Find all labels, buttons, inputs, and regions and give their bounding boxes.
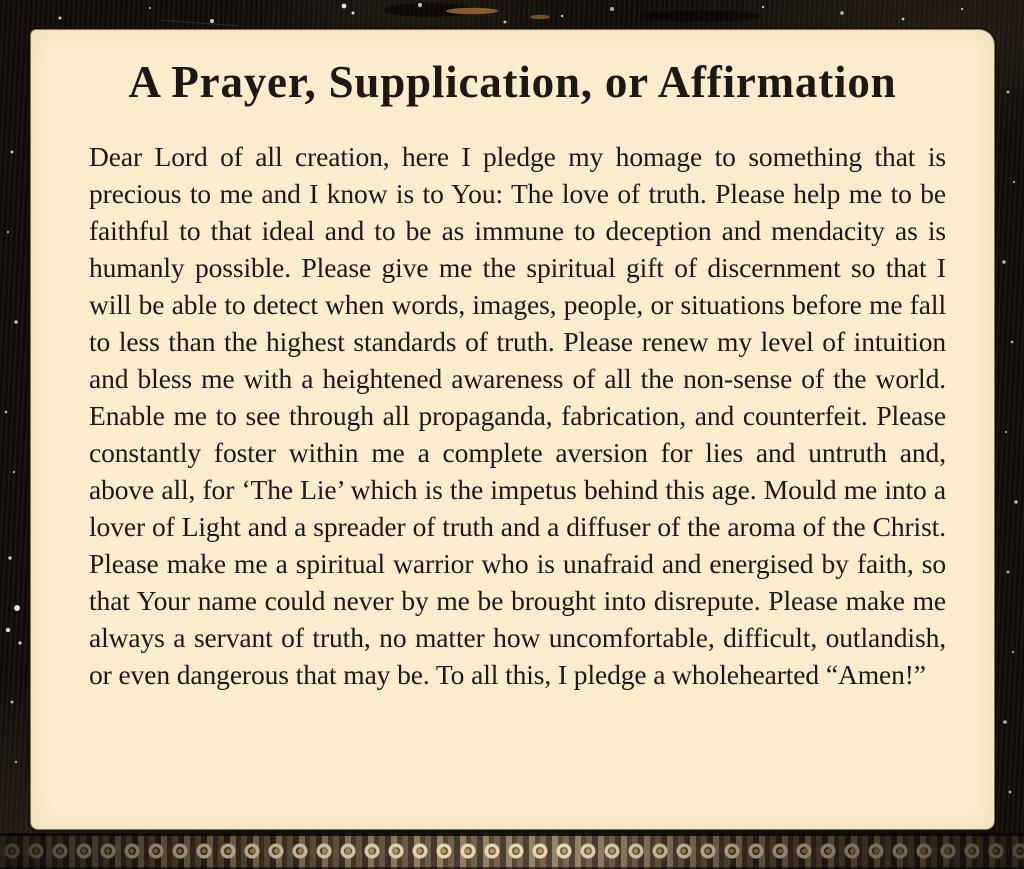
ornate-gilt-band (0, 833, 1024, 869)
prayer-card (30, 29, 995, 830)
page-title: A Prayer, Supplication, or Affirmation (128, 57, 897, 107)
prayer-text: Dear Lord of all creation, here I pledge my homage to something that is precious to me and I know is to You: The love of truth. Please help me to be faithful to that ideal and to be as immune to deception and mendacity as is humanly possible. Please give me the spiritual gift of discernment so that I will be able to detect when words, images, people, or situations before me fall to less than the highest standards of truth. Please renew my level of intuition and bless me with a heightened awareness of all the non-sense of the world. Enable me to see through all propaganda, fabrication, and counterfeit. Please constantly foster within me a complete aversion for lies and untruth and, above all, for ‘The Lie’ which is the impetus behind this age. Mould me into a lover of Light and a spreader of truth and a diffuser of the aroma of the Christ. Please make me a spiritual warrior who is unafraid and energised by faith, so that Your name could never by me be brought into disrepute. Please make me always a servant of truth, no matter how uncomfortable, difficult, outlandish, or even dangerous that may be. To all this, I pledge a wholehearted “Amen!” (89, 141, 946, 690)
